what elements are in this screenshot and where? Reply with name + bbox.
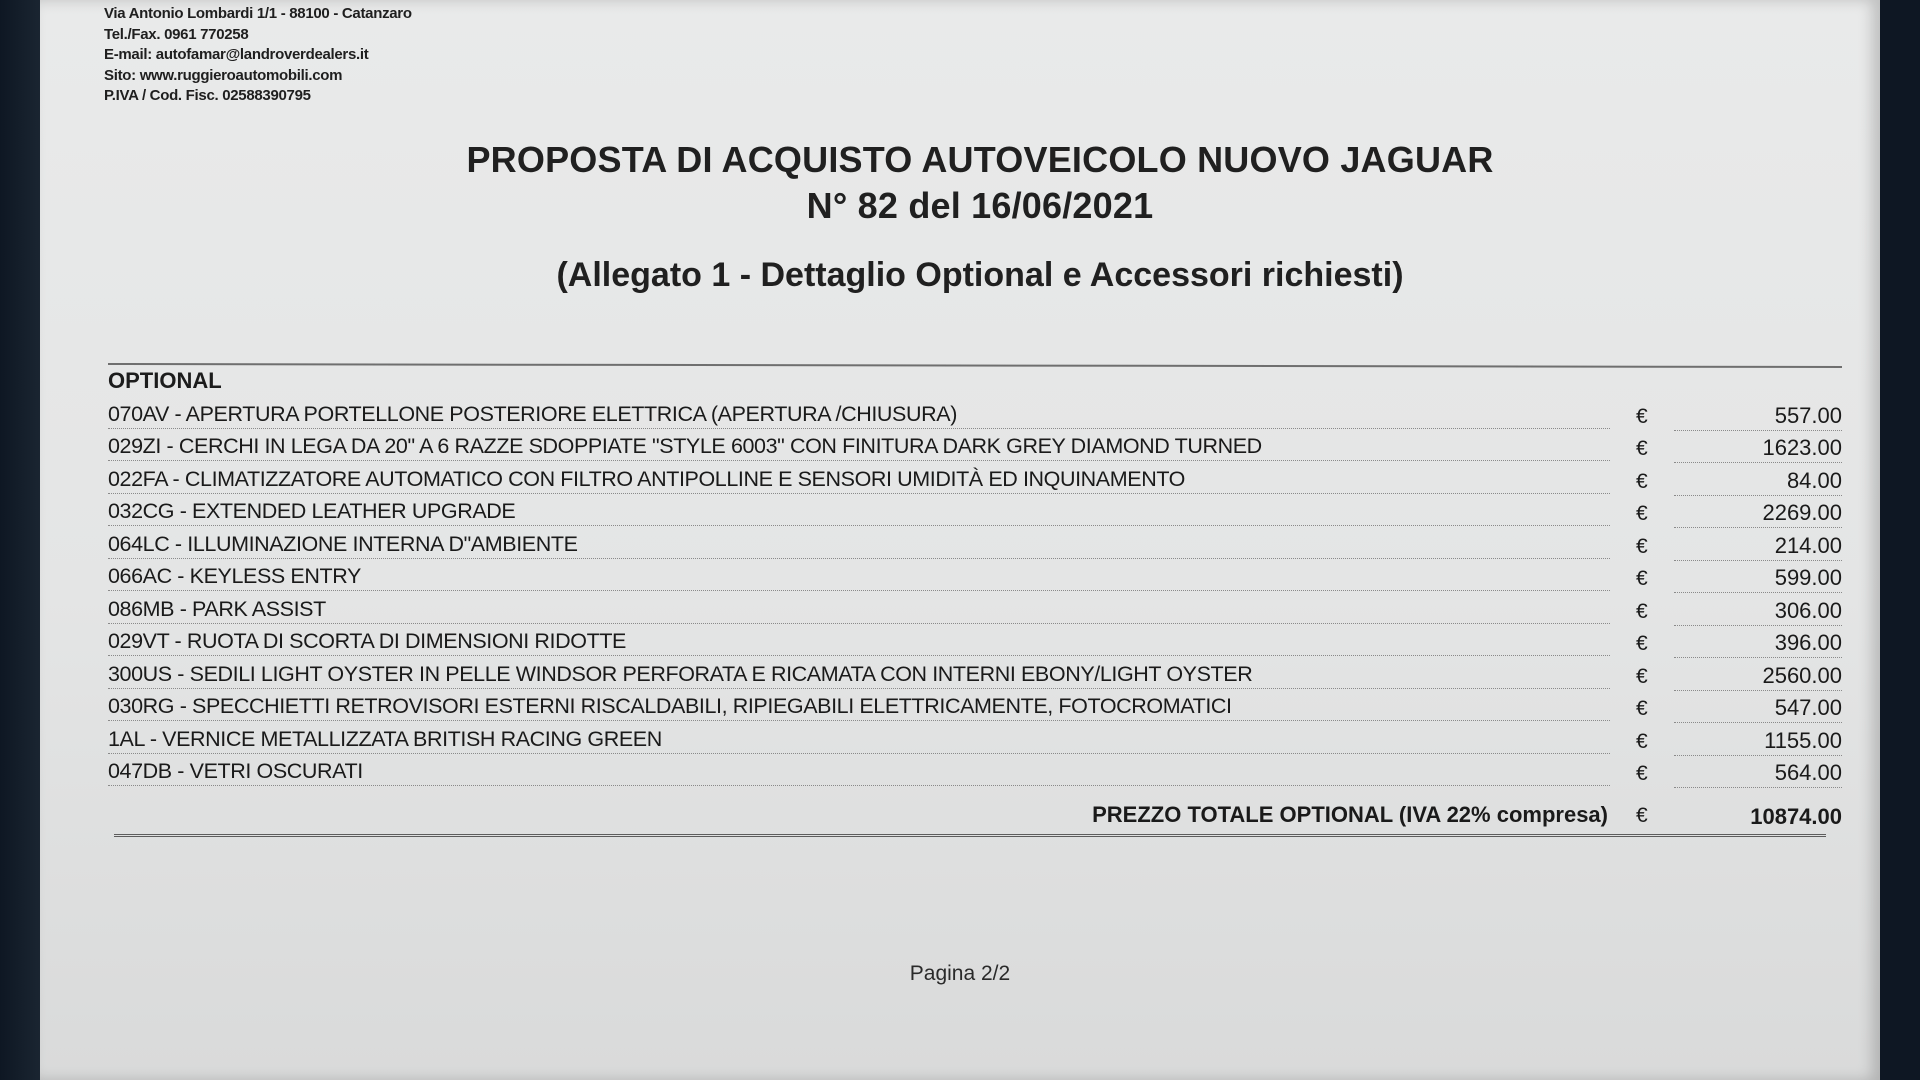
item-price: 84.00	[1674, 468, 1842, 496]
company-header	[104, 4, 412, 107]
optional-items-table	[108, 400, 1842, 790]
item-price: 2560.00	[1674, 663, 1842, 691]
item-price: 547.00	[1674, 695, 1842, 723]
table-row	[108, 595, 1842, 628]
item-price: 1623.00	[1674, 435, 1842, 463]
item-price: 564.00	[1674, 760, 1842, 788]
document-title: PROPOSTA DI ACQUISTO AUTOVEICOLO NUOVO JAGUAR	[466, 139, 1494, 180]
item-description: 300US - SEDILI LIGHT OYSTER IN PELLE WINDSOR PERFORATA E RICAMATA CON INTERNI EBONY/LIGHT OYSTER	[108, 662, 1610, 689]
currency-symbol: €	[1636, 632, 1648, 655]
item-price: 1155.00	[1674, 728, 1842, 756]
currency-symbol: €	[1636, 697, 1648, 720]
item-description: 030RG - SPECCHIETTI RETROVISORI ESTERNI RISCALDABILI, RIPIEGABILI ELETTRICAMENTE, FOTOCROMATICI	[108, 694, 1610, 721]
optional-section-label: OPTIONAL	[108, 368, 222, 393]
table-row	[108, 563, 1842, 596]
table-row	[108, 465, 1842, 498]
item-price: 599.00	[1674, 565, 1842, 593]
document-subtitle: (Allegato 1 - Dettaglio Optional e Accessori richiesti)	[556, 256, 1404, 294]
total-row	[108, 800, 1842, 832]
item-description: 022FA - CLIMATIZZATORE AUTOMATICO CON FILTRO ANTIPOLLINE E SENSORI UMIDITÀ ED INQUINAMENTO	[108, 467, 1610, 494]
item-description: 029ZI - CERCHI IN LEGA DA 20" A 6 RAZZE SDOPPIATE "STYLE 6003" CON FINITURA DARK GREY DIAMOND TURNED	[108, 434, 1610, 461]
currency-symbol: €	[1636, 599, 1648, 623]
item-description: 032CG - EXTENDED LEATHER UPGRADE	[108, 499, 1610, 526]
currency-symbol: €	[1636, 664, 1648, 688]
item-description: 064LC - ILLUMINAZIONE INTERNA D"AMBIENTE	[108, 532, 1610, 559]
company-phone: Tel./Fax. 0961 770258	[104, 25, 249, 43]
item-price: 396.00	[1674, 630, 1842, 658]
currency-symbol: €	[1636, 804, 1648, 827]
table-row	[108, 628, 1842, 661]
document-title-block	[300, 137, 1660, 295]
item-description: 029VT - RUOTA DI SCORTA DI DIMENSIONI RIDOTTE	[108, 629, 1610, 656]
currency-symbol: €	[1636, 437, 1648, 460]
table-row	[108, 498, 1842, 531]
item-description: 086MB - PARK ASSIST	[108, 597, 1610, 624]
table-row	[108, 725, 1842, 758]
item-price: 306.00	[1674, 598, 1842, 626]
total-label: PREZZO TOTALE OPTIONAL (IVA 22% compresa)	[1092, 802, 1608, 827]
table-row	[108, 693, 1842, 726]
total-price: 10874.00	[1750, 804, 1842, 829]
total-divider	[114, 834, 1826, 837]
table-row	[108, 660, 1842, 693]
currency-symbol: €	[1636, 469, 1648, 493]
item-description: 047DB - VETRI OSCURATI	[108, 759, 1610, 786]
item-price: 214.00	[1674, 533, 1842, 561]
table-row	[108, 433, 1842, 466]
table-row	[108, 530, 1842, 563]
currency-symbol: €	[1636, 534, 1648, 558]
table-row	[108, 400, 1842, 433]
currency-symbol: €	[1636, 567, 1648, 590]
item-description: 1AL - VERNICE METALLIZZATA BRITISH RACING GREEN	[108, 727, 1610, 754]
company-email: E-mail: autofamar@landroverdealers.it	[104, 46, 369, 63]
company-vat: P.IVA / Cod. Fisc. 02588390795	[104, 87, 311, 104]
currency-symbol: €	[1636, 404, 1648, 428]
page-number: Pagina 2/2	[909, 962, 1011, 985]
document-number: N° 82 del 16/06/2021	[806, 185, 1154, 226]
company-address: Via Antonio Lombardi 1/1 - 88100 - Catanzaro	[104, 5, 412, 22]
item-price: 2269.00	[1674, 500, 1842, 528]
item-price: 557.00	[1674, 403, 1842, 431]
currency-symbol: €	[1636, 729, 1648, 753]
currency-symbol: €	[1636, 502, 1648, 525]
currency-symbol: €	[1636, 762, 1648, 785]
company-website: Sito: www.ruggieroautomobili.com	[104, 66, 343, 84]
item-description: 066AC - KEYLESS ENTRY	[108, 564, 1610, 591]
item-description: 070AV - APERTURA PORTELLONE POSTERIORE ELETTRICA (APERTURA /CHIUSURA)	[108, 402, 1610, 429]
table-row	[108, 758, 1842, 791]
